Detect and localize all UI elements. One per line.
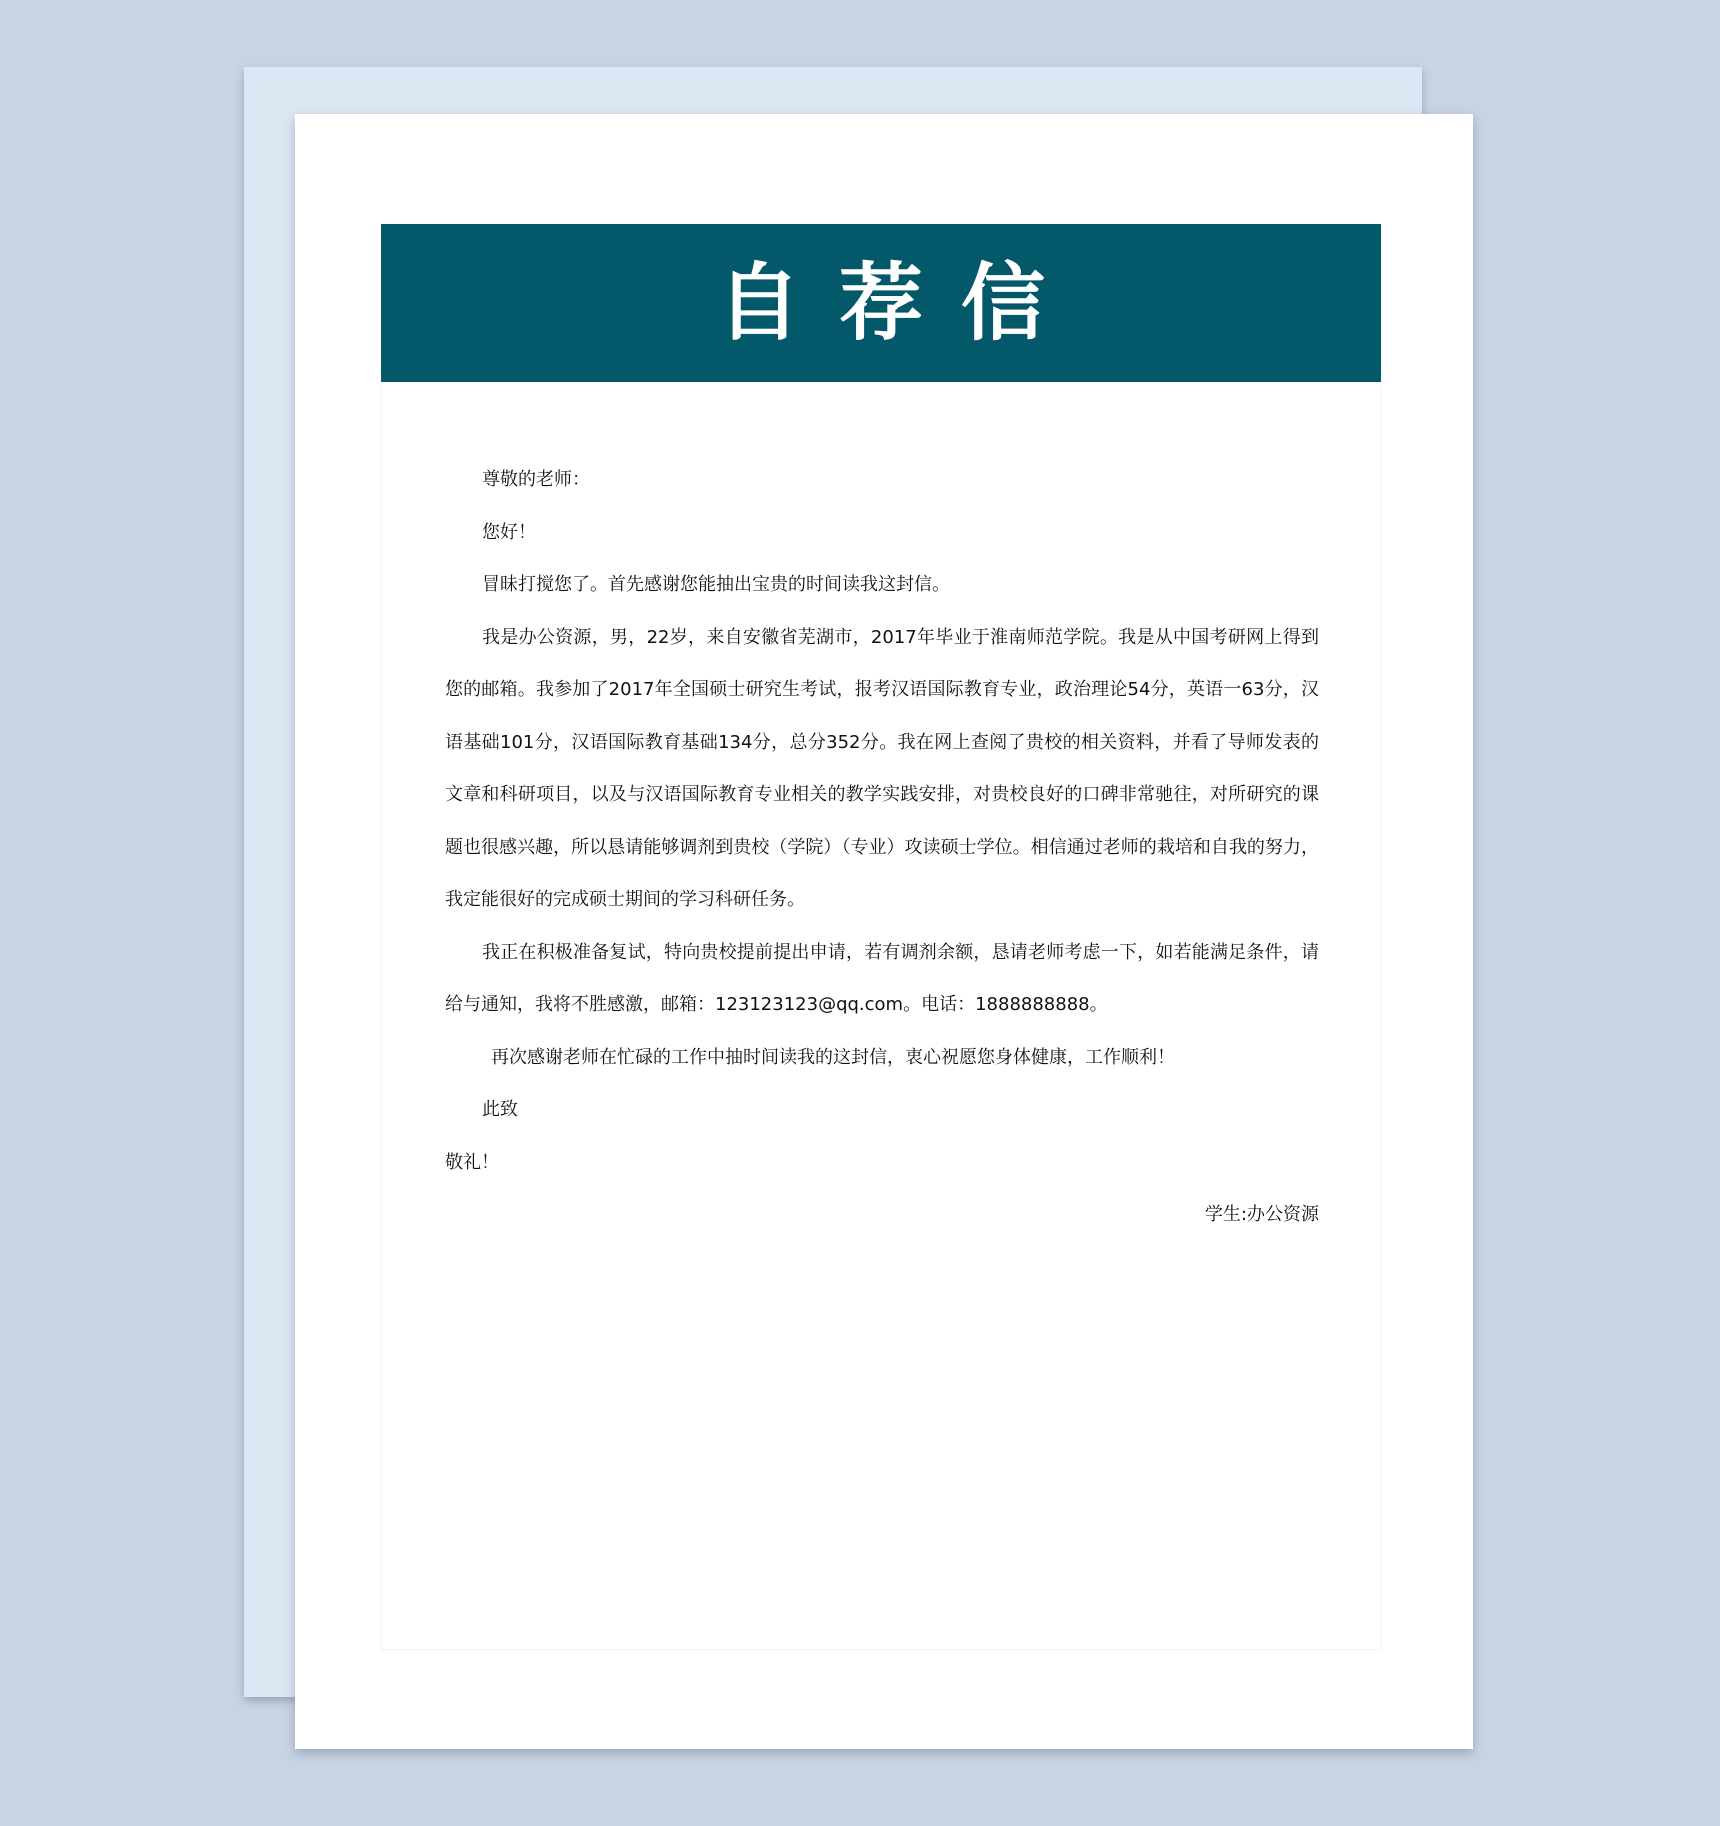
front-page-sheet [295, 114, 1473, 1749]
thanks-paragraph: 再次感谢老师在忙碌的工作中抽时间读我的这封信，衷心祝愿您身体健康，工作顺利！ [491, 1046, 1175, 1068]
document-title: 自荐信 [716, 254, 1083, 352]
greeting: 您好！ [482, 521, 536, 543]
closing-line-2: 敬礼！ [445, 1151, 499, 1173]
closing-line-1: 此致 [482, 1099, 518, 1120]
opening-paragraph: 冒昧打搅您了。首先感谢您能抽出宝贵的时间读我这封信。 [482, 574, 950, 595]
body-paragraph-1: 我是办公资源，男，22岁，来自安徽省芜湖市，2017年毕业于淮南师范学院。我是从中国考研网上得到您的邮箱。我参加了2017年全国硕士研究生考试，报考汉语国际教育专业，政治理论54分，英语一63分，汉语基础101分，汉语国际教育基础134分，总分352分。我在网上查阅了贵校的相关资料，并看了导师发表的文章和科研项目，以及与汉语国际教育专业相关的教学实践安排，对贵校良好的口碑非常驰往，对所研究的课题也很感兴趣，所以恳请能够调剂到贵校（学院）（专业）攻读硕士学位。相信通过老师的栽培和自我的努力，我定能很好的完成硕士期间的学习科研任务。 [445, 626, 1319, 910]
letter-body [445, 454, 1319, 1242]
body-paragraph-2: 我正在积极准备复试，特向贵校提前提出申请，若有调剂余额，恳请老师考虑一下，如若能满足条件，请给与通知，我将不胜感激，邮箱：123123123@qq.com。电话：1888888888。 [445, 941, 1319, 1015]
signature: 学生:办公资源 [1204, 1204, 1319, 1225]
title-banner [381, 224, 1381, 382]
salutation: 尊敬的老师： [482, 469, 590, 490]
